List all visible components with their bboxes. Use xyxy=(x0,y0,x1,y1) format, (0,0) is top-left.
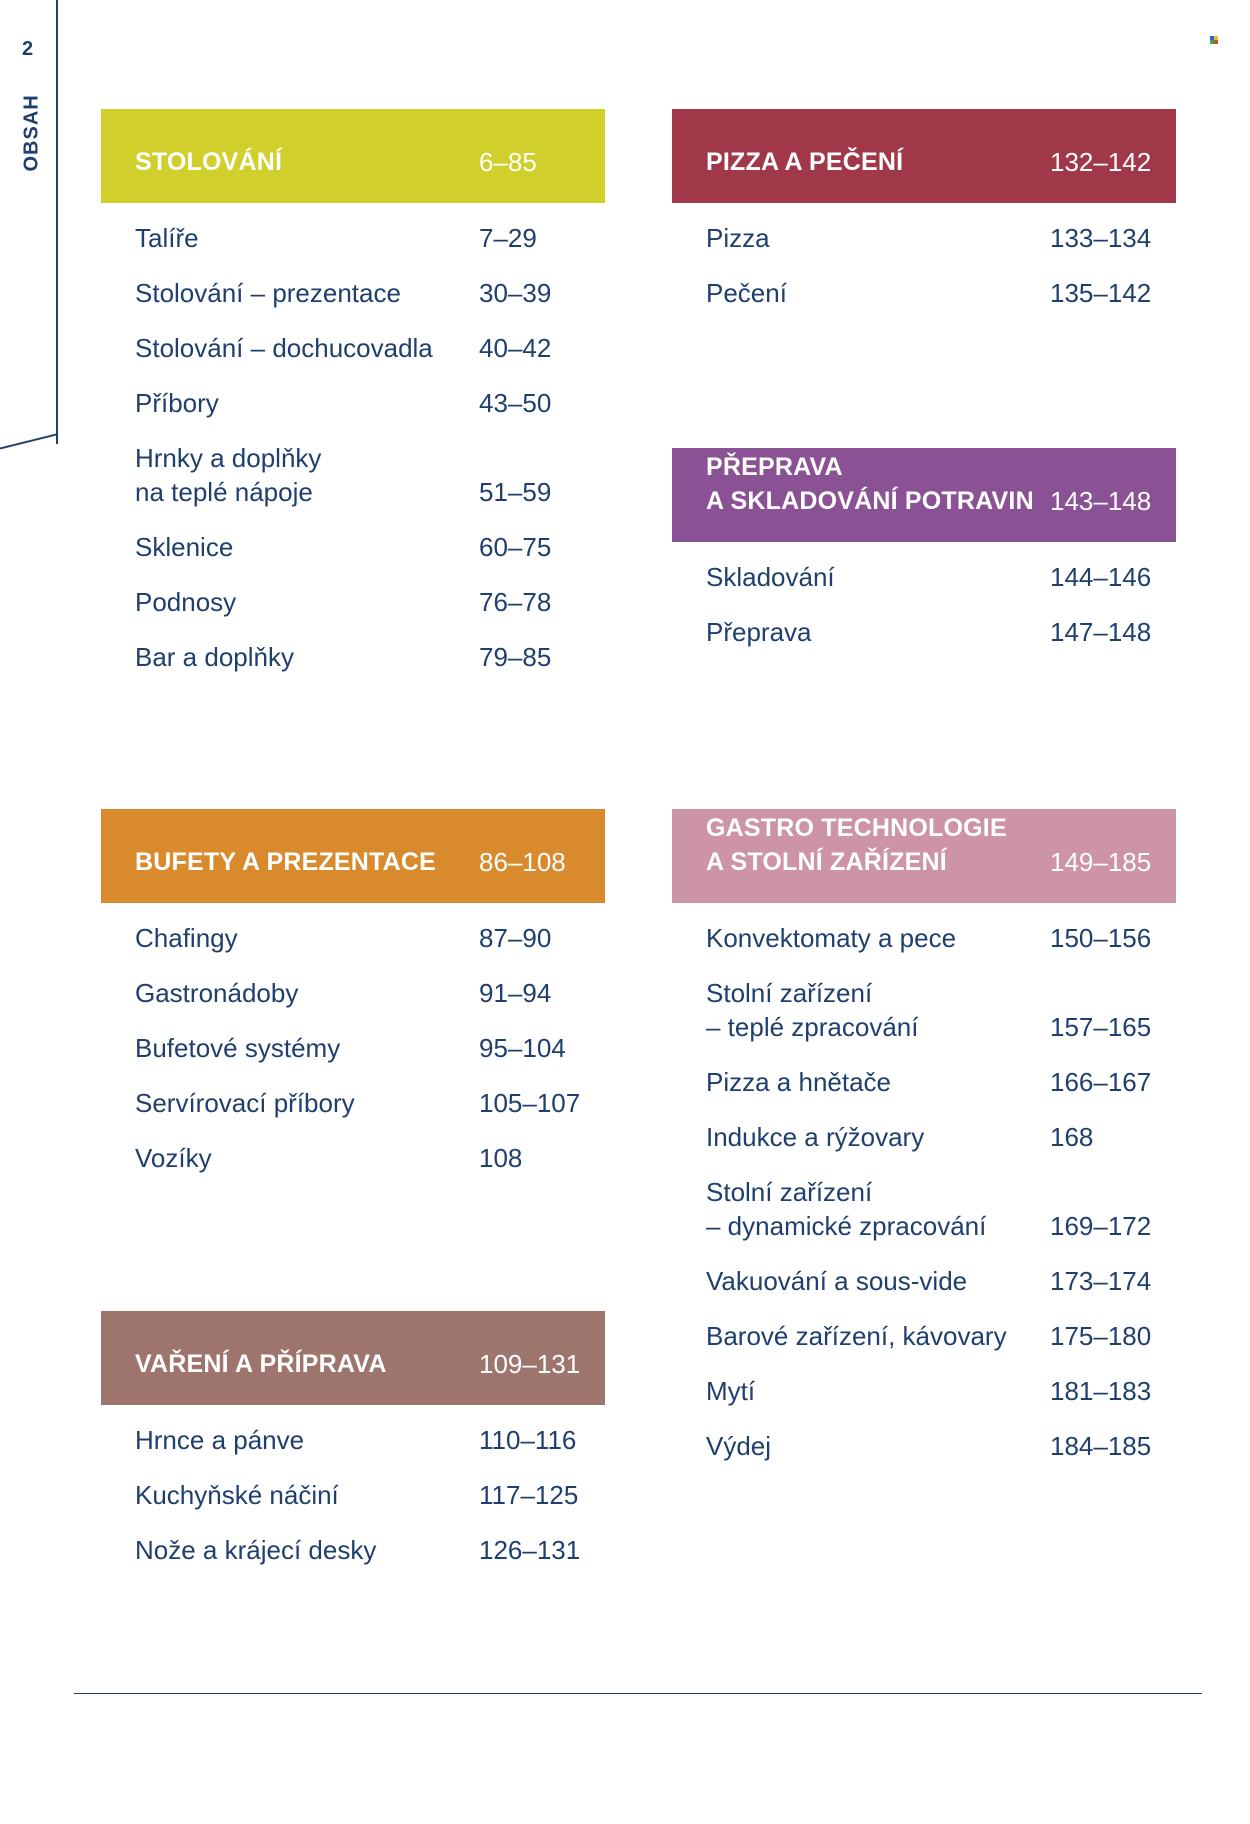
toc-item[interactable] xyxy=(672,1374,1176,1408)
toc-item-pages: 168 xyxy=(1050,1122,1094,1152)
toc-item-label: Vakuování a sous-vide xyxy=(706,1266,968,1296)
toc-item-label: Pečení xyxy=(706,278,787,308)
toc-item[interactable] xyxy=(672,560,1176,594)
toc-item-pages: 110–116 xyxy=(479,1425,577,1455)
toc-item[interactable] xyxy=(101,441,605,509)
toc-item-pages: 184–185 xyxy=(1050,1431,1152,1461)
toc-item[interactable] xyxy=(672,615,1176,649)
toc-item[interactable] xyxy=(101,640,605,674)
toc-item-pages: 51–59 xyxy=(479,477,552,507)
toc-item-label: Kuchyňské náčiní xyxy=(135,1480,339,1510)
section-header xyxy=(672,448,1176,542)
toc-item-label: Stolování – dochucovadla xyxy=(135,333,433,363)
section-title: STOLOVÁNÍ xyxy=(135,148,283,176)
toc-item-label: Příbory xyxy=(135,388,219,418)
toc-item[interactable] xyxy=(101,1031,605,1065)
toc-item-label: Přeprava xyxy=(706,617,812,647)
toc-item-label: Barové zařízení, kávovary xyxy=(706,1321,1007,1351)
toc-item-label: Pizza xyxy=(706,223,770,253)
toc-item-label: Mytí xyxy=(706,1376,756,1406)
toc-item-label: Pizza a hnětače xyxy=(706,1067,892,1097)
section-gastro-technologie xyxy=(672,809,1176,1484)
toc-list xyxy=(672,560,1176,649)
toc-item-label: Nože a krájecí desky xyxy=(135,1535,377,1565)
toc-item-pages: 91–94 xyxy=(479,978,552,1008)
section-bufety xyxy=(101,809,605,1196)
toc-item-label: Stolní zařízení – dynamické zpracování xyxy=(706,1177,987,1241)
toc-item-label: Podnosy xyxy=(135,587,237,617)
toc-item[interactable] xyxy=(101,585,605,619)
toc-item-label: Hrnce a pánve xyxy=(135,1425,305,1455)
section-title: BUFETY A PREZENTACE xyxy=(135,848,437,876)
toc-item[interactable] xyxy=(672,1264,1176,1298)
toc-item-pages: 105–107 xyxy=(479,1088,581,1118)
footer-rule xyxy=(74,1693,1202,1694)
toc-item[interactable] xyxy=(672,276,1176,310)
toc-item[interactable] xyxy=(101,1533,605,1567)
section-page-range: 86–108 xyxy=(479,847,566,877)
toc-item[interactable] xyxy=(672,1120,1176,1154)
toc-item-pages: 79–85 xyxy=(479,642,552,672)
toc-list xyxy=(101,221,605,674)
section-vareni-a-priprava xyxy=(101,1311,605,1588)
section-header xyxy=(101,809,605,903)
section-header xyxy=(672,809,1176,903)
section-page-range: 109–131 xyxy=(479,1349,581,1379)
toc-item-label: Bufetové systémy xyxy=(135,1033,341,1063)
toc-item-pages: 175–180 xyxy=(1050,1321,1152,1351)
toc-item-pages: 117–125 xyxy=(479,1480,579,1510)
toc-list xyxy=(672,921,1176,1463)
toc-item-pages: 133–134 xyxy=(1050,223,1152,253)
toc-item-pages: 173–174 xyxy=(1050,1266,1152,1296)
toc-item-pages: 7–29 xyxy=(479,223,537,253)
toc-item-label: Stolování – prezentace xyxy=(135,278,401,308)
toc-item-label: Vozíky xyxy=(135,1143,212,1173)
toc-item-label: Sklenice xyxy=(135,532,234,562)
toc-item[interactable] xyxy=(101,1478,605,1512)
toc-item-label: Stolní zařízení – teplé zpracování xyxy=(706,978,919,1042)
side-label: OBSAH xyxy=(20,94,43,172)
toc-item-pages: 30–39 xyxy=(479,278,552,308)
section-title: PIZZA A PEČENÍ xyxy=(706,148,904,176)
toc-item-pages: 87–90 xyxy=(479,923,552,953)
toc-item[interactable] xyxy=(101,530,605,564)
toc-item-pages: 126–131 xyxy=(479,1535,581,1565)
section-page-range: 132–142 xyxy=(1050,147,1152,177)
toc-item-label: Indukce a rýžovary xyxy=(706,1122,925,1152)
section-header xyxy=(101,109,605,203)
toc-list xyxy=(672,221,1176,310)
toc-list xyxy=(101,1423,605,1567)
toc-item-label: Konvektomaty a pece xyxy=(706,923,957,953)
section-page-range: 143–148 xyxy=(1050,486,1152,516)
toc-item-label: Bar a doplňky xyxy=(135,642,294,672)
toc-item-pages: 169–172 xyxy=(1050,1211,1152,1241)
toc-item[interactable] xyxy=(101,1423,605,1457)
toc-item-pages: 166–167 xyxy=(1050,1067,1152,1097)
toc-item-pages: 43–50 xyxy=(479,388,552,418)
toc-item-pages: 181–183 xyxy=(1050,1376,1152,1406)
toc-item-pages: 150–156 xyxy=(1050,923,1152,953)
toc-item[interactable] xyxy=(672,921,1176,955)
toc-item[interactable] xyxy=(672,1319,1176,1353)
side-vertical-rule xyxy=(56,0,58,444)
toc-item[interactable] xyxy=(101,1141,605,1175)
toc-item[interactable] xyxy=(101,1086,605,1120)
toc-item[interactable] xyxy=(101,921,605,955)
toc-item-pages: 40–42 xyxy=(479,333,552,363)
section-page-range: 6–85 xyxy=(479,147,537,177)
toc-item-label: Hrnky a doplňky na teplé nápoje xyxy=(135,443,322,507)
toc-item-label: Talíře xyxy=(135,223,199,253)
toc-item[interactable] xyxy=(101,221,605,255)
toc-item[interactable] xyxy=(672,221,1176,255)
toc-item-pages: 135–142 xyxy=(1050,278,1152,308)
section-header xyxy=(672,109,1176,203)
corner-logo-icon xyxy=(1210,36,1218,44)
toc-item[interactable] xyxy=(101,976,605,1010)
toc-item-label: Skladování xyxy=(706,562,835,592)
section-stolovani xyxy=(101,109,605,695)
side-rule-tick xyxy=(0,433,58,451)
toc-item-pages: 147–148 xyxy=(1050,617,1152,647)
section-title: VAŘENÍ A PŘÍPRAVA xyxy=(135,1350,387,1378)
toc-item-pages: 144–146 xyxy=(1050,562,1152,592)
toc-item-pages: 108 xyxy=(479,1143,523,1173)
toc-item[interactable] xyxy=(672,1065,1176,1099)
toc-item[interactable] xyxy=(101,331,605,365)
toc-item[interactable] xyxy=(101,276,605,310)
toc-item-label: Výdej xyxy=(706,1431,772,1461)
toc-item[interactable] xyxy=(101,386,605,420)
toc-list xyxy=(101,921,605,1175)
section-title: GASTRO TECHNOLOGIE A STOLNÍ ZAŘÍZENÍ xyxy=(706,814,1007,876)
toc-item[interactable] xyxy=(672,1175,1176,1243)
section-preprava xyxy=(672,448,1176,670)
toc-item-label: Gastronádoby xyxy=(135,978,299,1008)
section-header xyxy=(101,1311,605,1405)
section-pizza-a-peceni xyxy=(672,109,1176,331)
toc-item-pages: 60–75 xyxy=(479,532,552,562)
toc-item[interactable] xyxy=(672,1429,1176,1463)
toc-item-pages: 76–78 xyxy=(479,587,552,617)
toc-item[interactable] xyxy=(672,976,1176,1044)
toc-item-label: Servírovací příbory xyxy=(135,1088,355,1118)
page-number: 2 xyxy=(22,38,34,60)
toc-item-pages: 157–165 xyxy=(1050,1012,1152,1042)
toc-item-label: Chafingy xyxy=(135,923,238,953)
section-page-range: 149–185 xyxy=(1050,847,1152,877)
section-title: PŘEPRAVA A SKLADOVÁNÍ POTRAVIN xyxy=(706,453,1034,515)
toc-item-pages: 95–104 xyxy=(479,1033,566,1063)
